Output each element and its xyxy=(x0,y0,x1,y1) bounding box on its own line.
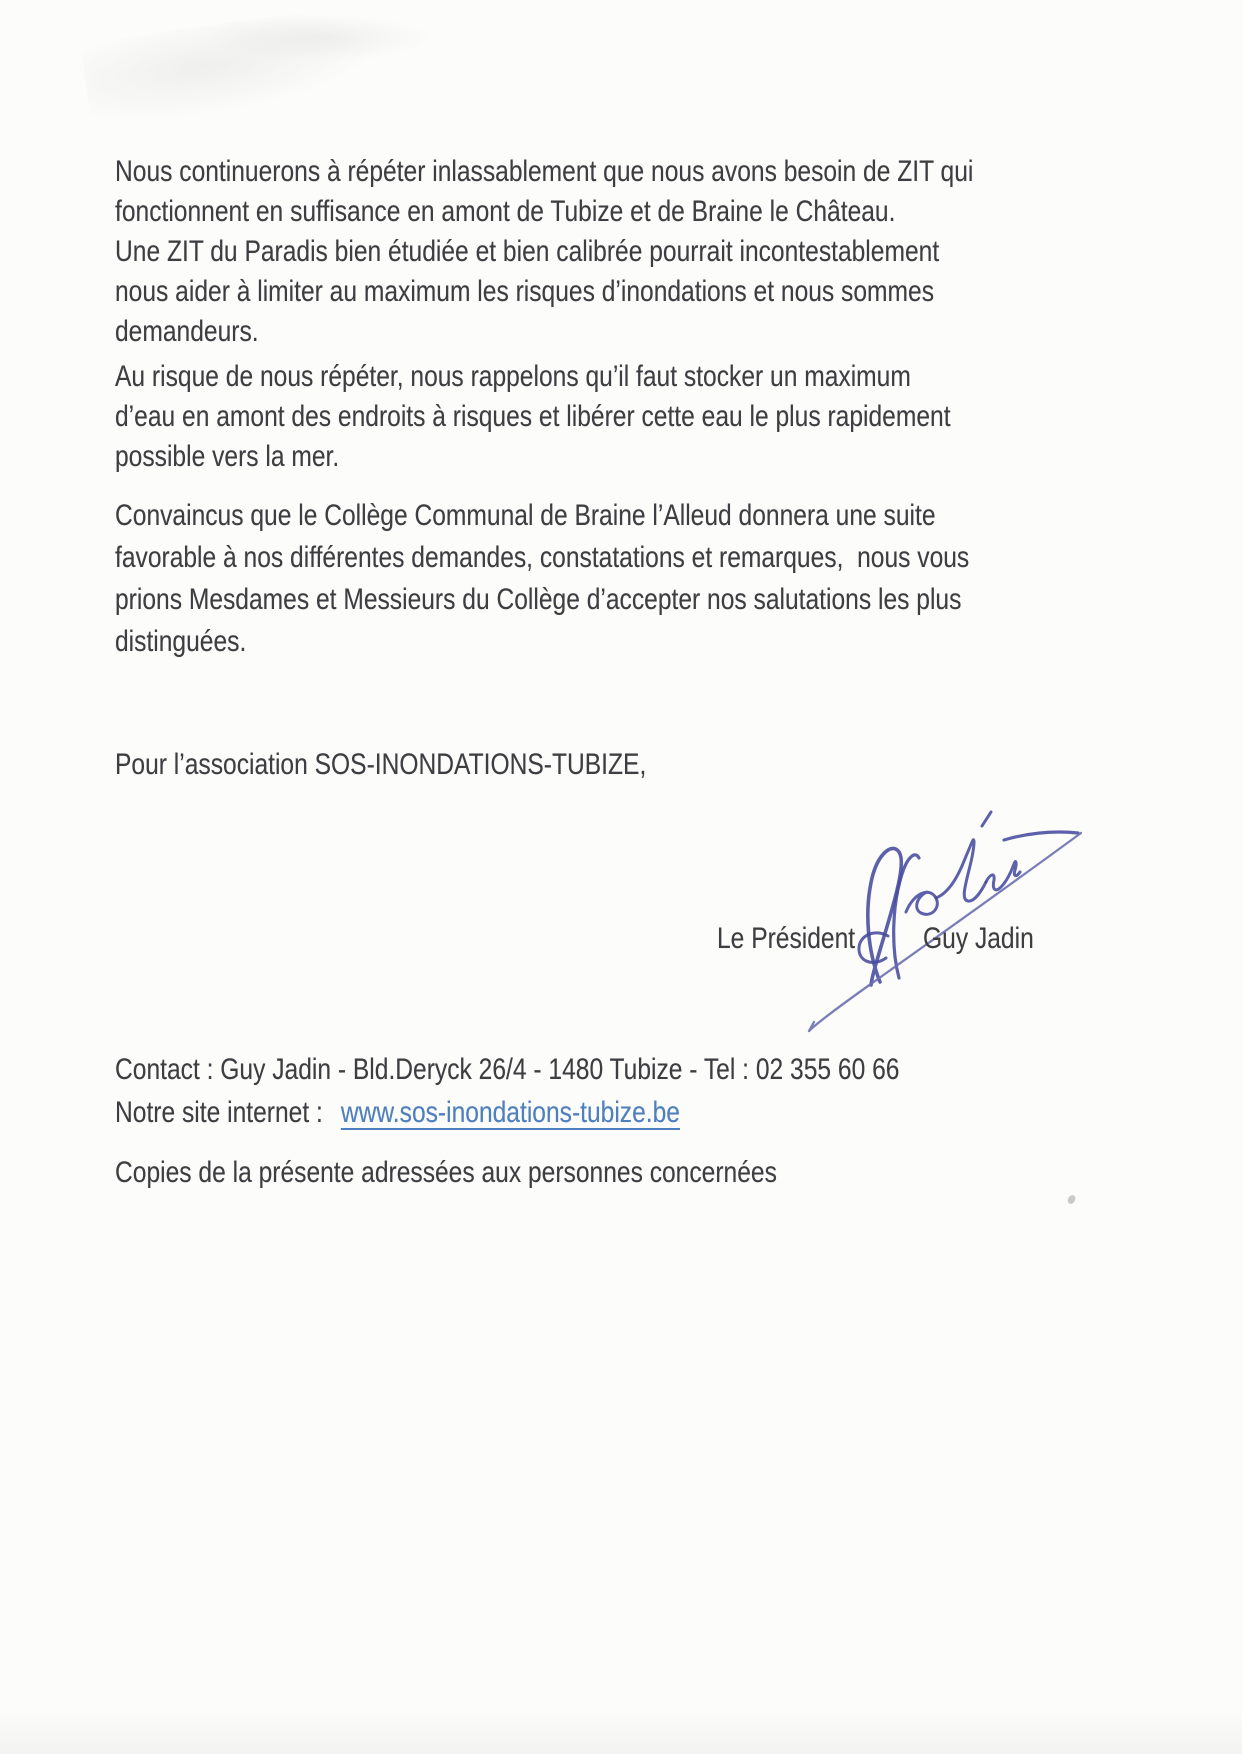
president-title: Le Président xyxy=(717,922,856,955)
text-line: possible vers la mer. xyxy=(115,440,340,473)
text-line: fonctionnent en suffisance en amont de Tubize et de Braine le Château. xyxy=(115,195,896,228)
paragraph-zit-need xyxy=(115,152,973,352)
paragraph-closing-salutation xyxy=(115,495,969,663)
text-line: Convaincus que le Collège Communal de Braine l’Alleud donnera une suite xyxy=(115,499,936,532)
text-line: d’eau en amont des endroits à risques et libérer cette eau le plus rapidement xyxy=(115,400,951,433)
text-line: prions Mesdames et Messieurs du Collège d’accepter nos salutations les plus xyxy=(115,583,962,616)
website-link[interactable]: www.sos-inondations-tubize.be xyxy=(340,1096,680,1129)
copies-note: Copies de la présente adressées aux personnes concernées xyxy=(115,1156,777,1189)
text-line: favorable à nos différentes demandes, constatations et remarques, nous vous xyxy=(115,541,970,574)
text-line: Nous continuerons à répéter inlassablement que nous avons besoin de ZIT qui xyxy=(115,155,974,188)
association-line: Pour l’association SOS-INONDATIONS-TUBIZE, xyxy=(115,748,647,781)
website-label: Notre site internet : xyxy=(115,1096,323,1129)
contact-line: Contact : Guy Jadin - Bld.Deryck 26/4 - 1480 Tubize - Tel : 02 355 60 66 xyxy=(115,1053,900,1086)
text-line: distinguées. xyxy=(115,625,247,658)
president-name: Guy Jadin xyxy=(923,922,1034,955)
text-line: Au risque de nous répéter, nous rappelons qu’il faut stocker un maximum xyxy=(115,360,911,393)
scan-smudge xyxy=(210,15,430,60)
scan-smudge xyxy=(80,2,390,133)
text-line: Une ZIT du Paradis bien étudiée et bien calibrée pourrait incontestablement xyxy=(115,235,940,268)
scan-edge-shadow xyxy=(0,1708,1242,1754)
paragraph-water-storage xyxy=(115,357,951,477)
text-line: demandeurs. xyxy=(115,315,259,348)
text-line: nous aider à limiter au maximum les risques d’inondations et nous sommes xyxy=(115,275,935,308)
scan-speck xyxy=(1067,1194,1076,1205)
website-line xyxy=(115,1096,680,1130)
